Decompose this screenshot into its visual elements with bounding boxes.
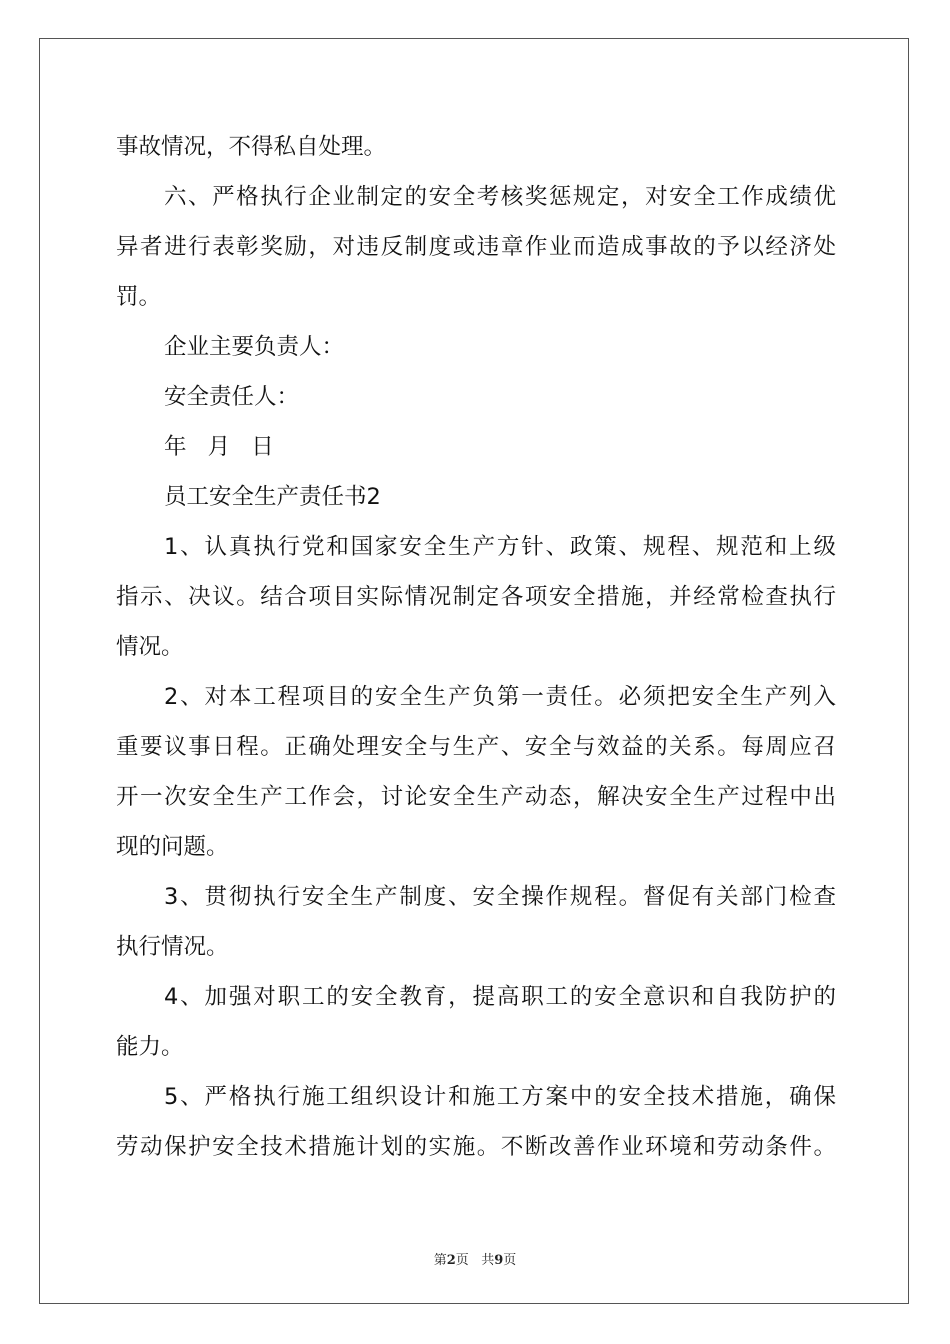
date-field: 年 月 日	[164, 434, 274, 460]
total-prefix: 共	[481, 1253, 495, 1268]
section-heading: 员工安全生产责任书2	[164, 484, 381, 510]
text-line: 开一次安全生产工作会，讨论安全生产动态，解决安全生产过程中出	[116, 784, 836, 810]
text-line: 执行情况。	[116, 934, 229, 960]
page-prefix: 第	[433, 1253, 447, 1268]
text-line: 六、严格执行企业制定的安全考核奖惩规定，对安全工作成绩优	[164, 184, 836, 210]
signature-field-leader: 企业主要负责人：	[164, 334, 345, 360]
text-line: 2、对本工程项目的安全生产负第一责任。必须把安全生产列入	[164, 684, 836, 710]
page-number: 2	[446, 1253, 456, 1268]
page-footer	[0, 1249, 950, 1268]
text-line: 情况。	[116, 634, 184, 660]
total-pages: 9	[494, 1253, 504, 1268]
text-line: 劳动保护安全技术措施计划的实施。不断改善作业环境和劳动条件。	[116, 1134, 836, 1160]
text-line: 5、严格执行施工组织设计和施工方案中的安全技术措施，确保	[164, 1084, 836, 1110]
text-line: 罚。	[116, 284, 162, 310]
page-suffix: 页	[455, 1253, 469, 1268]
text-line: 重要议事日程。正确处理安全与生产、安全与效益的关系。每周应召	[116, 734, 836, 760]
signature-field-safety: 安全责任人：	[164, 384, 300, 410]
total-suffix: 页	[503, 1253, 517, 1268]
text-line: 4、加强对职工的安全教育，提高职工的安全意识和自我防护的	[164, 984, 836, 1010]
text-line: 能力。	[116, 1034, 184, 1060]
text-line: 异者进行表彰奖励，对违反制度或违章作业而造成事故的予以经济处	[116, 234, 836, 260]
text-line: 1、认真执行党和国家安全生产方针、政策、规程、规范和上级	[164, 534, 836, 560]
text-line: 3、贯彻执行安全生产制度、安全操作规程。督促有关部门检查	[164, 884, 836, 910]
text-line: 指示、决议。结合项目实际情况制定各项安全措施，并经常检查执行	[116, 584, 836, 610]
text-line: 事故情况，不得私自处理。	[116, 134, 387, 160]
text-line: 现的问题。	[116, 834, 229, 860]
